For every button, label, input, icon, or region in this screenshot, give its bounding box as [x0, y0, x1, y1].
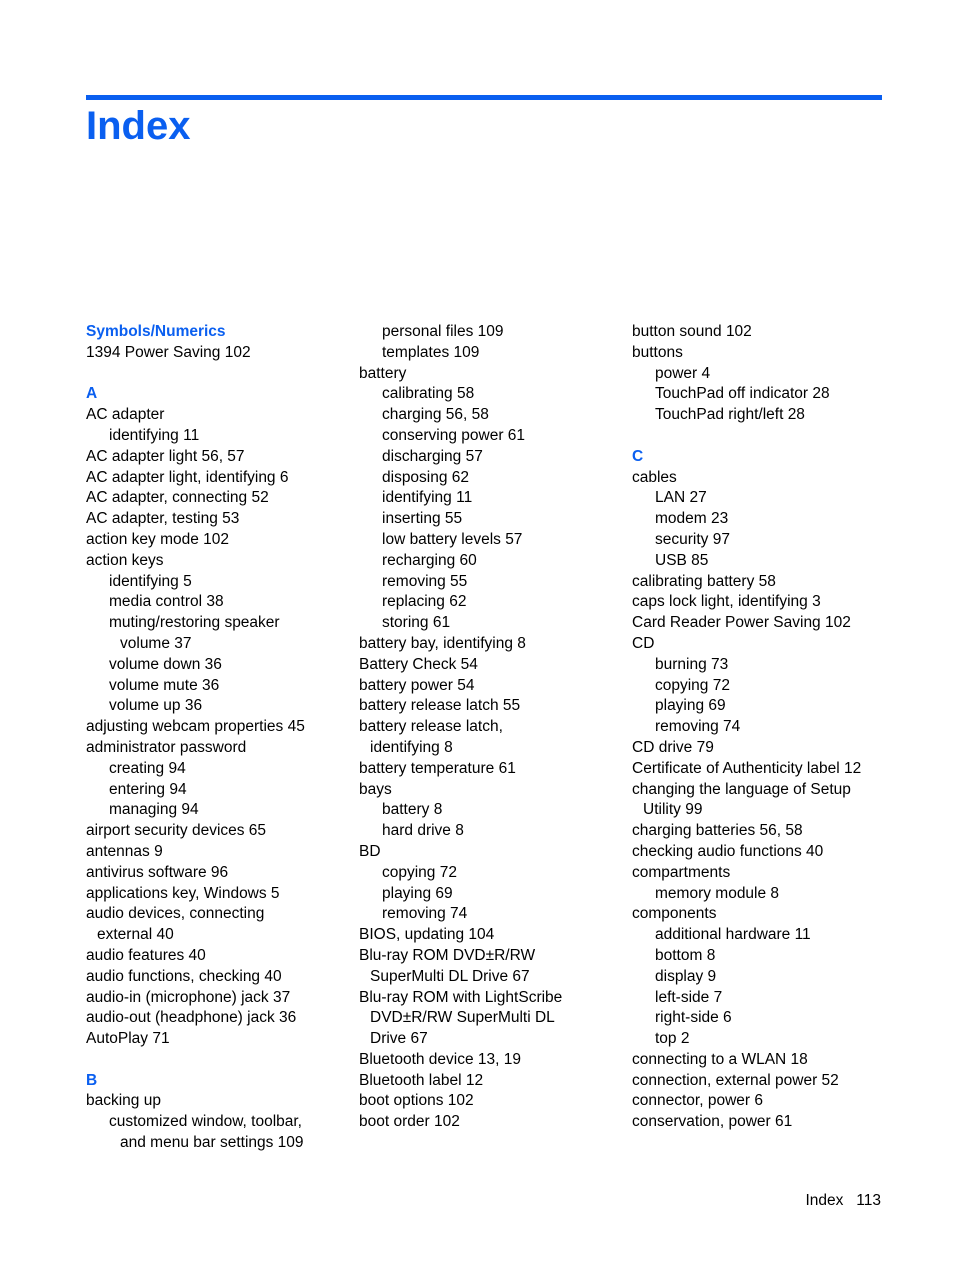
- index-entry: burning 73: [655, 655, 729, 673]
- index-entry: power 4: [655, 364, 711, 382]
- index-entry: charging batteries 56, 58: [632, 822, 803, 840]
- index-entry: Card Reader Power Saving 102: [632, 614, 851, 632]
- index-entry: copying 72: [655, 676, 730, 694]
- index-entry: 1394 Power Saving 102: [86, 343, 251, 361]
- index-entry: identifying 5: [109, 572, 192, 590]
- index-entry: compartments: [632, 863, 731, 881]
- index-entry: Bluetooth label 12: [359, 1071, 484, 1089]
- index-entry: recharging 60: [382, 551, 477, 569]
- index-entry: creating 94: [109, 759, 186, 777]
- index-entry: battery power 54: [359, 676, 475, 694]
- index-entry: battery release latch,: [359, 718, 503, 736]
- index-entry: volume down 36: [109, 655, 222, 673]
- index-entry: adjusting webcam properties 45: [86, 718, 305, 736]
- index-entry: conserving power 61: [382, 426, 526, 444]
- index-entry: antennas 9: [86, 842, 163, 860]
- index-entry: Certificate of Authenticity label 12: [632, 759, 862, 777]
- index-entry: Drive 67: [370, 1030, 428, 1048]
- index-entry: action keys: [86, 551, 164, 569]
- index-entry: modem 23: [655, 510, 729, 528]
- index-entry: charging 56, 58: [382, 406, 489, 424]
- index-entry: conservation, power 61: [632, 1113, 793, 1131]
- index-entry: AutoPlay 71: [86, 1030, 170, 1048]
- index-entry: boot options 102: [359, 1092, 474, 1110]
- index-entry: antivirus software 96: [86, 863, 229, 881]
- index-entry: AC adapter: [86, 406, 165, 424]
- index-entry: audio-out (headphone) jack 36: [86, 1009, 297, 1027]
- index-entry: volume 37: [120, 634, 192, 652]
- index-entry: changing the language of Setup: [632, 780, 851, 798]
- index-entry: calibrating battery 58: [632, 572, 776, 590]
- index-entry: identifying 11: [109, 426, 200, 444]
- title-rule: [86, 95, 882, 100]
- index-entry: AC adapter light 56, 57: [86, 447, 245, 465]
- index-entry: low battery levels 57: [382, 530, 523, 548]
- index-entry: caps lock light, identifying 3: [632, 593, 821, 611]
- index-entry: cables: [632, 468, 677, 486]
- index-entry: storing 61: [382, 614, 451, 632]
- index-entry: identifying 11: [382, 489, 473, 507]
- index-entry: media control 38: [109, 593, 224, 611]
- index-entry: Blu-ray ROM with LightScribe: [359, 988, 563, 1006]
- index-entry: Utility 99: [643, 801, 703, 819]
- index-column-3: [632, 322, 894, 1133]
- index-entry: replacing 62: [382, 593, 467, 611]
- index-entry: administrator password: [86, 738, 247, 756]
- index-entry: personal files 109: [382, 323, 504, 340]
- index-entry: audio features 40: [86, 946, 206, 964]
- index-column-2: [359, 322, 621, 1133]
- section-heading: B: [86, 1071, 98, 1089]
- index-entry: entering 94: [109, 780, 187, 798]
- index-entry: battery release latch 55: [359, 697, 521, 715]
- index-entry: Blu-ray ROM DVD±R/RW: [359, 946, 536, 964]
- section-spacer: [86, 364, 348, 385]
- index-entry: removing 74: [655, 718, 741, 736]
- index-entry: BD: [359, 842, 381, 860]
- index-entry: backing up: [86, 1092, 161, 1110]
- index-entry: buttons: [632, 343, 683, 361]
- index-entry: display 9: [655, 967, 717, 985]
- index-entry: CD: [632, 634, 655, 652]
- index-entry: audio-in (microphone) jack 37: [86, 988, 291, 1006]
- index-entry: action key mode 102: [86, 530, 230, 548]
- index-entry: airport security devices 65: [86, 822, 267, 840]
- index-entry: additional hardware 11: [655, 926, 811, 944]
- index-entry: battery bay, identifying 8: [359, 634, 526, 652]
- index-entry: memory module 8: [655, 884, 780, 902]
- index-entry: AC adapter light, identifying 6: [86, 468, 289, 486]
- index-entry: discharging 57: [382, 447, 483, 465]
- index-entry: BIOS, updating 104: [359, 926, 495, 944]
- index-entry: playing 69: [655, 697, 726, 715]
- index-entry: inserting 55: [382, 510, 463, 528]
- index-entry: hard drive 8: [382, 822, 464, 840]
- index-entry: templates 109: [382, 343, 480, 361]
- index-entry: copying 72: [382, 863, 457, 881]
- page-footer: Index 113: [805, 1192, 881, 1209]
- index-entry: DVD±R/RW SuperMulti DL: [370, 1009, 555, 1027]
- section-spacer: [632, 426, 894, 447]
- index-entry: Battery Check 54: [359, 655, 478, 673]
- index-entry: bays: [359, 780, 392, 798]
- index-entry: components: [632, 905, 717, 923]
- index-entry: SuperMulti DL Drive 67: [370, 967, 530, 985]
- index-entry: security 97: [655, 530, 730, 548]
- section-heading: C: [632, 447, 644, 465]
- index-entry: AC adapter, testing 53: [86, 510, 240, 528]
- index-entry: Bluetooth device 13, 19: [359, 1050, 522, 1068]
- index-entry: removing 74: [382, 905, 468, 923]
- index-entry: left-side 7: [655, 988, 723, 1006]
- index-entry: audio devices, connecting: [86, 905, 265, 923]
- index-entry: top 2: [655, 1030, 690, 1048]
- index-entry: USB 85: [655, 551, 709, 569]
- index-entry: applications key, Windows 5: [86, 884, 280, 902]
- index-entry: external 40: [97, 926, 174, 944]
- index-entry: right-side 6: [655, 1009, 732, 1027]
- index-entry: customized window, toolbar,: [109, 1113, 302, 1131]
- index-entry: connecting to a WLAN 18: [632, 1050, 808, 1068]
- index-entry: muting/restoring speaker: [109, 614, 280, 632]
- index-entry: battery temperature 61: [359, 759, 516, 777]
- index-column-1: [86, 322, 348, 1154]
- section-heading: Symbols/Numerics: [86, 323, 226, 340]
- index-entry: and menu bar settings 109: [120, 1134, 304, 1152]
- index-entry: battery 8: [382, 801, 443, 819]
- page-title: Index: [86, 104, 191, 148]
- index-entry: CD drive 79: [632, 738, 714, 756]
- section-spacer: [86, 1050, 348, 1071]
- index-entry: TouchPad off indicator 28: [655, 385, 830, 403]
- index-entry: boot order 102: [359, 1113, 460, 1131]
- index-entry: checking audio functions 40: [632, 842, 824, 860]
- index-entry: volume mute 36: [109, 676, 220, 694]
- section-heading: A: [86, 385, 98, 403]
- index-entry: button sound 102: [632, 323, 752, 340]
- index-entry: playing 69: [382, 884, 453, 902]
- index-entry: identifying 8: [370, 738, 453, 756]
- index-entry: calibrating 58: [382, 385, 475, 403]
- index-entry: volume up 36: [109, 697, 203, 715]
- index-entry: TouchPad right/left 28: [655, 406, 805, 424]
- index-entry: LAN 27: [655, 489, 707, 507]
- index-entry: battery: [359, 364, 407, 382]
- index-entry: connector, power 6: [632, 1092, 763, 1110]
- index-entry: bottom 8: [655, 946, 716, 964]
- index-entry: AC adapter, connecting 52: [86, 489, 269, 507]
- index-entry: disposing 62: [382, 468, 470, 486]
- index-entry: audio functions, checking 40: [86, 967, 282, 985]
- index-entry: removing 55: [382, 572, 468, 590]
- index-entry: managing 94: [109, 801, 199, 819]
- index-entry: connection, external power 52: [632, 1071, 839, 1089]
